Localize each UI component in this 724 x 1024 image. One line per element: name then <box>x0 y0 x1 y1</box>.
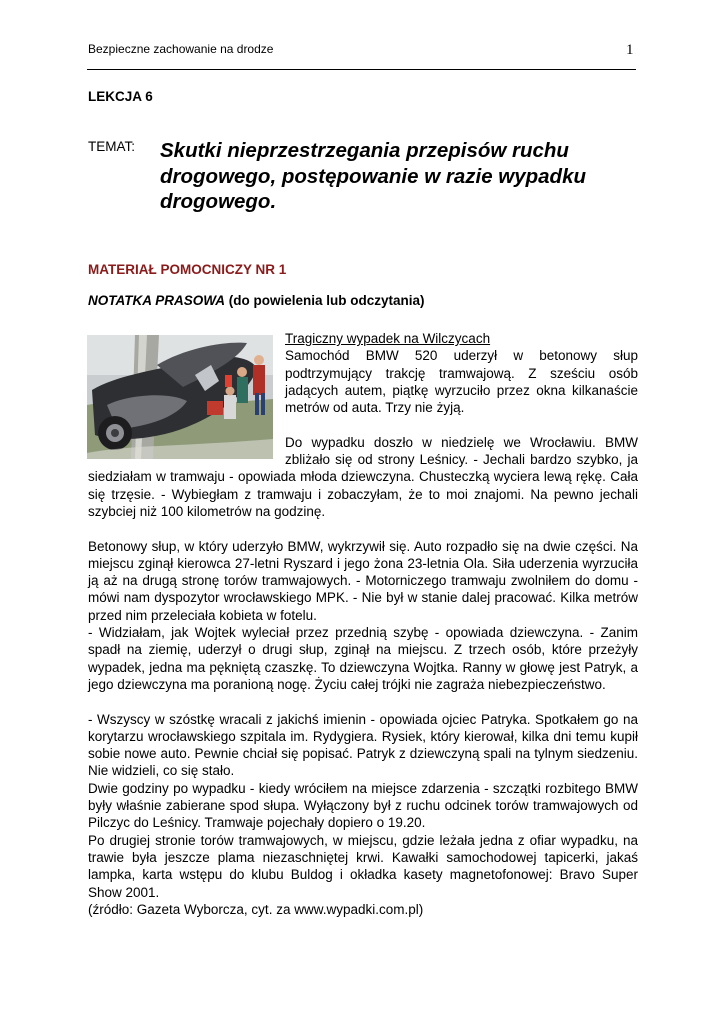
article-paragraph: Samochód BMW 520 uderzył w betonowy słup podtrzymujący trakcję tramwajową. Z sześciu osób jadących autem, piątkę wyrzuciło przez okna kilkanaście metrów od auta. Trzy nie żyją. <box>285 348 638 416</box>
article-paragraph: Do wypadku doszło w niedzielę we Wrocławiu. BMW zbliżało się od strony Leśnicy. - Jechali bardzo szybko, ja siedziałam w tramwaju - opowiada młoda dziewczyna. Chusteczką wyciera lewą rękę. Cała się trzęsie. - Wybiegłam z tramwaju i zobaczyłam, że to moi znajomi. Na pewno jechali szybciej niż 100 kilometrów na godzinę. <box>88 434 638 519</box>
photo-spacer <box>88 330 285 462</box>
article-paragraph: - Widziałam, jak Wojtek wyleciał przez przednią szybę - opowiada dziewczyna. - Zanim spadł na ziemię, uderzył o drugi słup, zginął na miejscu. Z trzech osób, które przeżyły wypadek, jedna ma pękniętą czaszkę. To dziewczyna Wojtka. Ranny w głowę jest Patryk, a jego dziewczyna ma poranioną nogę. Życiu całej trójki nie zagraża niebezpieczeństwo. <box>88 625 638 692</box>
article-paragraph: Po drugiej stronie torów tramwajowych, w miejscu, gdzie leżała jedna z ofiar wypadku, na trawie była jeszcze plama niezaschniętej krwi. Kawałki samochodowej tapicerki, jakaś lampka, karta wstępu do klubu Buldog i okładka kasety magnetofonowej: Bravo Super Show 2001. <box>88 832 638 900</box>
press-article <box>88 330 638 918</box>
article-paragraph: Dwie godziny po wypadku - kiedy wróciłem na miejsce zdarzenia - szczątki rozbitego BMW były właśnie zabierane spod słupa. Wyłączony był z ruchu odcinek torów tramwajowych od Pilczyc do Leśnicy. Tramwaje pojechały dopiero o 19.20. <box>88 780 638 831</box>
topic-label: TEMAT: <box>88 139 135 154</box>
note-heading <box>88 293 425 308</box>
note-suffix: (do powielenia lub odczytania) <box>225 293 425 308</box>
article-paragraph: Betonowy słup, w który uderzyło BMW, wykrzywił się. Auto rozpadło się na dwie części. Na miejscu zginął kierowca 27-letni Ryszard i jego żona 23-letnia Ola. Siła uderzenia wyrzuciła ją aż na drugą stronę torów tramwajowych. - Motorniczego tramwaju zwolniłem do domu - mówi nam dyspozytor wrocławskiego MPK. - Nie był w stanie dalej pracować. Kilka metrów przed nim przeleciała kobieta w fotelu. <box>88 538 638 623</box>
article-headline: Tragiczny wypadek na Wilczycach <box>285 331 491 346</box>
note-label: NOTATKA PRASOWA <box>88 293 225 308</box>
material-heading: MATERIAŁ POMOCNICZY NR 1 <box>88 262 287 277</box>
header-divider <box>87 69 636 70</box>
article-source: (źródło: Gazeta Wyborcza, cyt. za www.wypadki.com.pl) <box>88 901 424 917</box>
topic-title: Skutki nieprzestrzegania przepisów ruchu drogowego, postępowanie w razie wypadku drogowego. <box>160 139 587 213</box>
article-paragraph: - Wszyscy w szóstkę wracali z jakichś imienin - opowiada ojciec Patryka. Spotkałem go na korytarzu wrocławskiego szpitala im. Rydygiera. Rysiek, który kierował, kilka dni temu kupił sobie nowe auto. Pewnie chciał się popisać. Patryk z dziewczyną spali na tylnym siedzeniu. Nie widzieli, co się stało. <box>88 711 638 779</box>
page-number: 1 <box>626 42 634 58</box>
header-title: Bezpieczne zachowanie na drodze <box>88 42 274 56</box>
lesson-heading: LEKCJA 6 <box>88 89 153 104</box>
